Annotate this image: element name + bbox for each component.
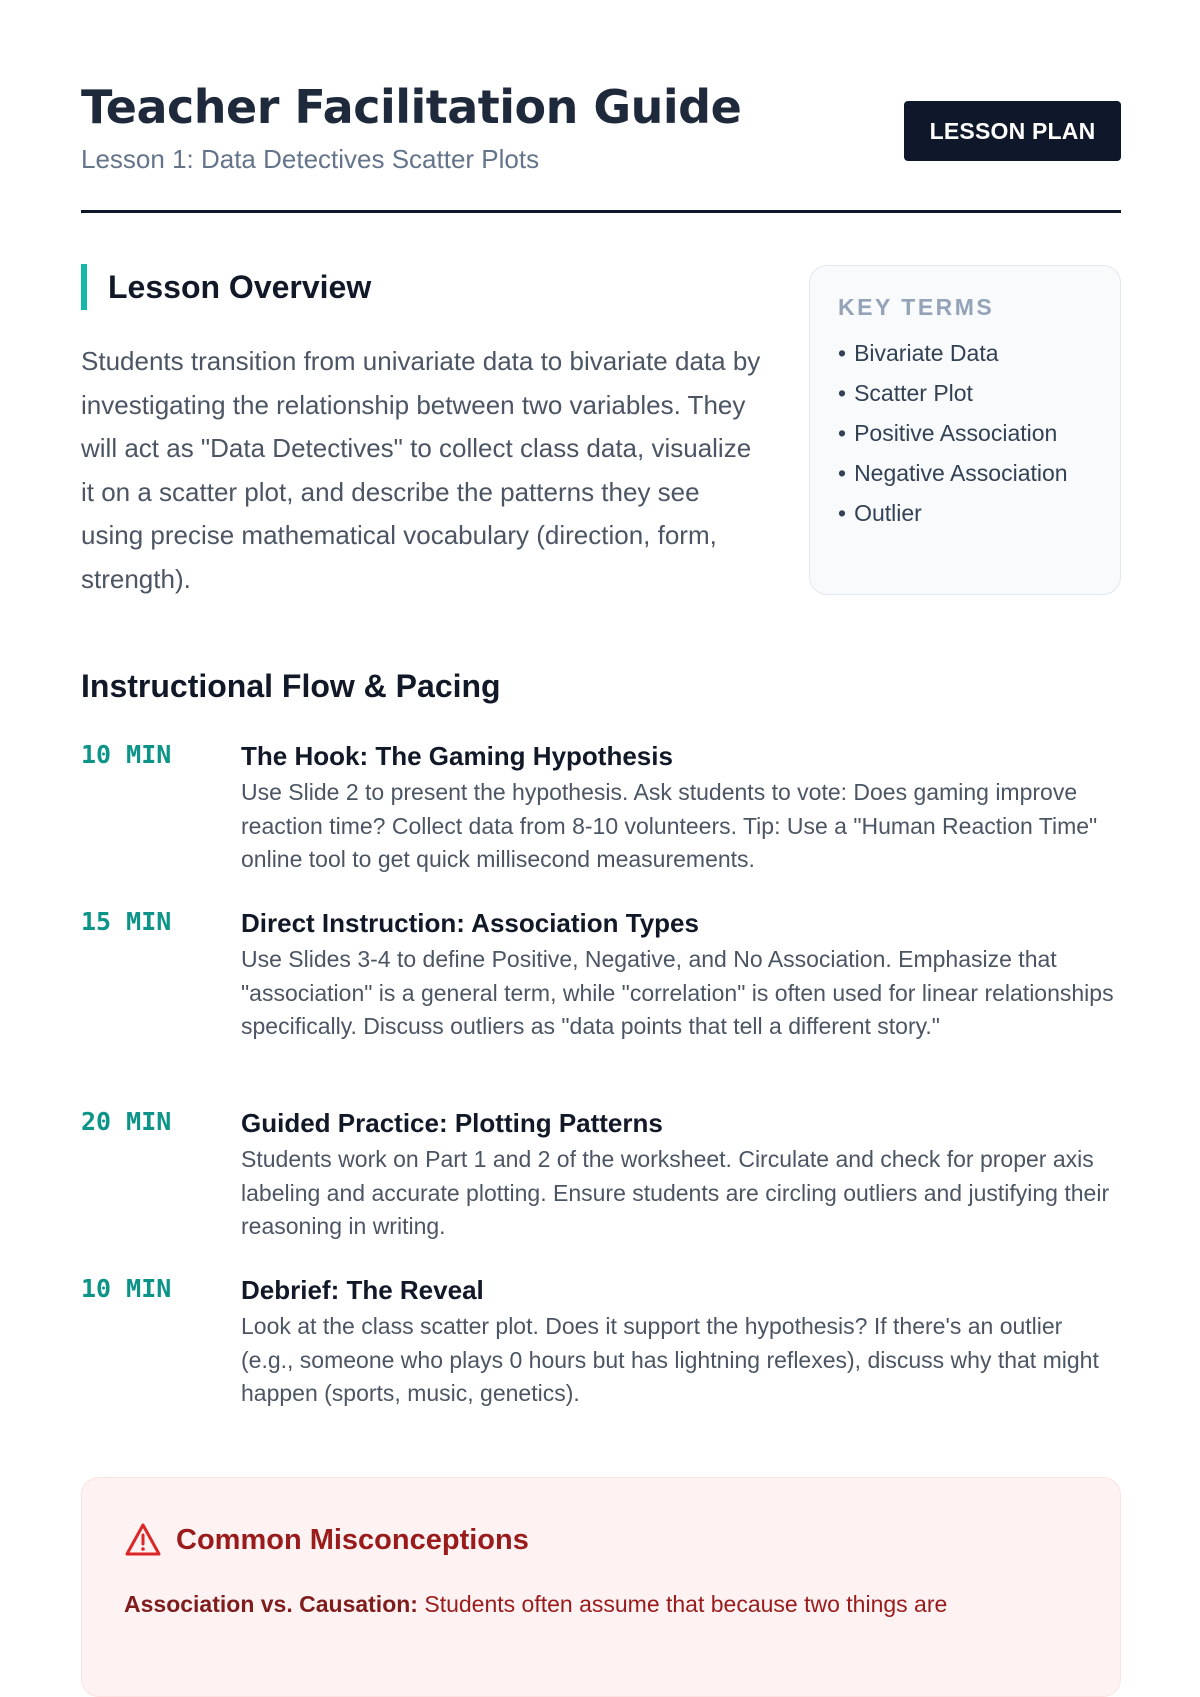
flow-step-body (241, 740, 1119, 877)
flow-step-title: Debrief: The Reveal (241, 1275, 484, 1305)
flow-step-title: Guided Practice: Plotting Patterns (241, 1108, 663, 1138)
key-term-item: • Bivariate Data (838, 340, 999, 366)
misconceptions-heading (124, 1522, 529, 1558)
overview-heading: Lesson Overview (81, 264, 371, 310)
flow-step-title: The Hook: The Gaming Hypothesis (241, 741, 673, 771)
key-terms-card (809, 265, 1121, 595)
misconceptions-card (81, 1477, 1121, 1697)
page-title: Teacher Facilitation Guide (81, 80, 742, 134)
flow-step-title: Direct Instruction: Association Types (241, 908, 699, 938)
flow-heading: Instructional Flow & Pacing (81, 668, 501, 704)
key-term-item: • Positive Association (838, 420, 1058, 446)
flow-step-time: 10 MIN (81, 1274, 172, 1303)
misconceptions-title: Common Misconceptions (176, 1523, 529, 1556)
flow-step-description: Students work on Part 1 and 2 of the worksheet. Circulate and check for proper axis labeling and accurate plotting. Ensure students are circling outliers and justifying their reasoning in writing. (241, 1146, 1110, 1239)
flow-step-time: 20 MIN (81, 1107, 172, 1136)
key-term-text: Bivariate Data (854, 340, 999, 366)
key-term-text: Positive Association (854, 420, 1058, 446)
lesson-plan-badge: LESSON PLAN (904, 101, 1121, 161)
flow-step-time: 15 MIN (81, 907, 172, 936)
misconception-text: Students often assume that because two things are (417, 1591, 948, 1617)
flow-step-body (241, 1107, 1119, 1244)
flow-step-body (241, 907, 1119, 1044)
flow-step-body (241, 1274, 1119, 1411)
key-term-item: • Negative Association (838, 460, 1068, 486)
page-subtitle: Lesson 1: Data Detectives Scatter Plots (81, 144, 540, 174)
key-terms-list (838, 337, 1094, 530)
key-term-text: Negative Association (854, 460, 1068, 486)
flow-step-description: Use Slide 2 to present the hypothesis. Ask students to vote: Does gaming improve reaction time? Collect data from 8-10 volunteers. Tip: Use a "Human Reaction Time" online tool to get quick millisecond measurements. (241, 779, 1098, 872)
key-term-text: Outlier (854, 500, 922, 526)
page-header (81, 76, 1121, 213)
key-term-item: • Scatter Plot (838, 380, 973, 406)
overview-text: Students transition from univariate data to bivariate data by investigating the relationship between two variables. They will act as "Data Detectives" to collect class data, visualize it on a scatter plot, and describe the patterns they see using precise mathematical vocabulary (direction, form, strength). (81, 346, 761, 594)
key-term-text: Scatter Plot (854, 380, 973, 406)
warning-triangle-icon (124, 1522, 162, 1558)
flow-step-description: Look at the class scatter plot. Does it support the hypothesis? If there's an outlier (e.g., someone who plays 0 hours but has lightning reflexes), discuss why that might happen (sports, music, genetics). (241, 1313, 1099, 1406)
flow-step-time: 10 MIN (81, 740, 172, 769)
misconception-label: Association vs. Causation: (124, 1591, 418, 1617)
misconception-item (124, 1588, 1084, 1621)
flow-step-description: Use Slides 3-4 to define Positive, Negative, and No Association. Emphasize that "association" is a general term, while "correlation" is often used for linear relationships specifically. Discuss outliers as "data points that tell a different story." (241, 946, 1114, 1039)
key-term-item: • Outlier (838, 500, 922, 526)
key-terms-label: KEY TERMS (838, 294, 995, 320)
